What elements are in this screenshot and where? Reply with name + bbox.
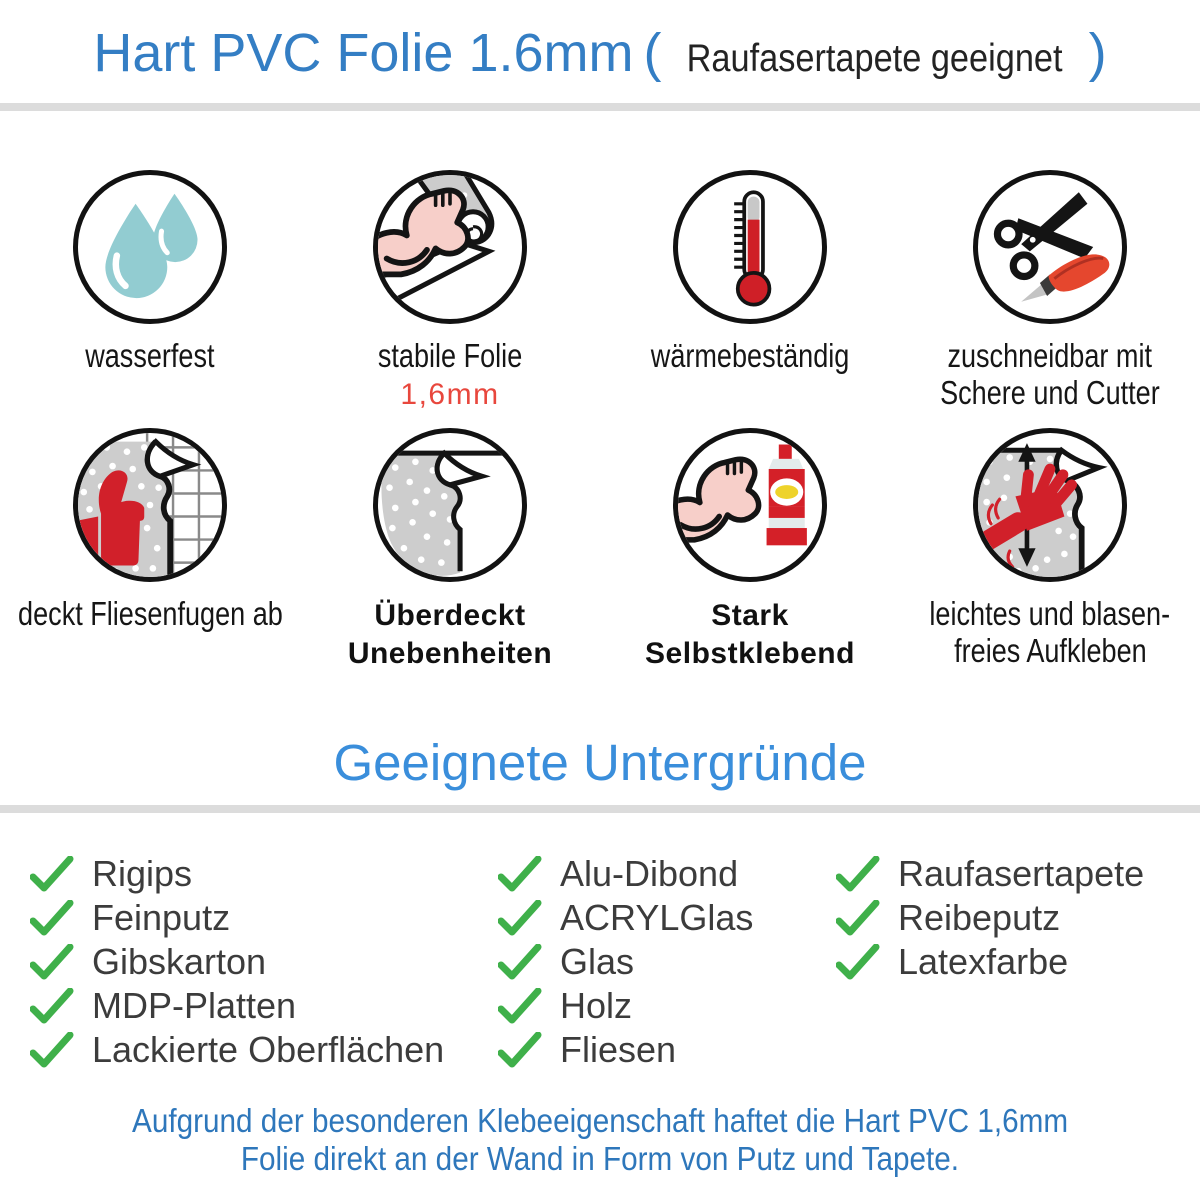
page-title-main: Hart PVC Folie 1.6mm <box>93 23 634 83</box>
water-drops-icon <box>78 175 222 319</box>
divider-top <box>0 103 1200 111</box>
list-item: ACRYLGlas <box>498 896 753 940</box>
feature-caption: Überdeckt Unebenheiten <box>347 599 553 670</box>
checkmark-icon <box>498 856 542 892</box>
list-item: Holz <box>498 984 753 1028</box>
feature-circle <box>973 428 1127 582</box>
checkmark-icon <box>498 900 542 936</box>
checklist-column-2 <box>498 852 753 1072</box>
muscle-arm-glue-icon <box>678 433 822 577</box>
feature-bubble-free <box>900 428 1200 673</box>
feature-circle <box>73 428 227 582</box>
feature-caption: deckt Fliesenfugen ab <box>17 595 283 632</box>
list-item: Alu-Dibond <box>498 852 753 896</box>
page-title-paren-close: ) <box>1088 23 1107 83</box>
footer-note <box>0 1102 1200 1178</box>
feature-circle <box>373 170 527 324</box>
checkmark-icon <box>836 944 880 980</box>
feature-caption: wärmebeständig <box>650 337 850 374</box>
checkmark-icon <box>498 944 542 980</box>
feature-circle <box>973 170 1127 324</box>
page-title-subtitle: Raufasertapete geeignet <box>687 37 1064 80</box>
checkmark-icon <box>836 900 880 936</box>
feature-circle <box>673 170 827 324</box>
feature-circle <box>373 428 527 582</box>
feature-cuttable <box>900 170 1200 412</box>
feature-row-2 <box>0 428 1200 673</box>
feature-heat-resistant <box>600 170 900 412</box>
muscle-arm-foil-icon <box>378 175 522 319</box>
list-item: Lackierte Oberflächen <box>30 1028 444 1072</box>
feature-row-1 <box>0 170 1200 412</box>
list-item: Latexfarbe <box>836 940 1144 984</box>
feature-caption: stabile Folie <box>377 337 523 374</box>
feature-self-adhesive <box>600 428 900 673</box>
thumb-up-tiles-icon <box>78 433 222 577</box>
feature-circle <box>73 170 227 324</box>
checkmark-icon <box>836 856 880 892</box>
list-item: Glas <box>498 940 753 984</box>
page-title <box>0 22 1200 84</box>
substrate-checklist <box>0 852 1200 1082</box>
checkmark-icon <box>30 1032 74 1068</box>
list-item: MDP-Platten <box>30 984 444 1028</box>
feature-caption: Stark Selbstklebend <box>645 599 855 670</box>
checklist-column-1 <box>30 852 444 1072</box>
feature-covers-tile-joints <box>0 428 300 673</box>
section-heading-untergruende: Geeignete Untergründe <box>333 734 867 791</box>
feature-stable-foil <box>300 170 600 412</box>
checklist-column-3 <box>836 852 1144 984</box>
feature-waterproof <box>0 170 300 412</box>
page-title-paren-open: ( <box>643 23 662 83</box>
checkmark-icon <box>30 944 74 980</box>
list-item: Raufasertapete <box>836 852 1144 896</box>
feature-caption: wasserfest <box>85 337 215 374</box>
feature-caption: zuschneidbar mit Schere und Cutter <box>940 337 1160 411</box>
list-item: Rigips <box>30 852 444 896</box>
scissors-cutter-icon <box>978 175 1122 319</box>
footer-line-2: Folie direkt an der Wand in Form von Putz und Tapete. <box>240 1140 960 1177</box>
footer-line-1: Aufgrund der besonderen Klebeeigenschaft haftet die Hart PVC 1,6mm <box>131 1102 1069 1139</box>
thermometer-icon <box>678 175 822 319</box>
feature-circle <box>673 428 827 582</box>
checkmark-icon <box>498 1032 542 1068</box>
checkmark-icon <box>30 988 74 1024</box>
list-item: Reibeputz <box>836 896 1144 940</box>
hand-smoothing-foil-icon <box>978 433 1122 577</box>
list-item: Feinputz <box>30 896 444 940</box>
list-item: Gibskarton <box>30 940 444 984</box>
checkmark-icon <box>30 900 74 936</box>
checkmark-icon <box>30 856 74 892</box>
list-item: Fliesen <box>498 1028 753 1072</box>
feature-thickness-label: 1,6mm <box>400 378 500 411</box>
feature-covers-unevenness <box>300 428 600 673</box>
dotted-foil-fold-icon <box>378 433 522 577</box>
divider-middle <box>0 805 1200 813</box>
checkmark-icon <box>498 988 542 1024</box>
feature-caption: leichtes und blasen- freies Aufkleben <box>929 595 1171 669</box>
